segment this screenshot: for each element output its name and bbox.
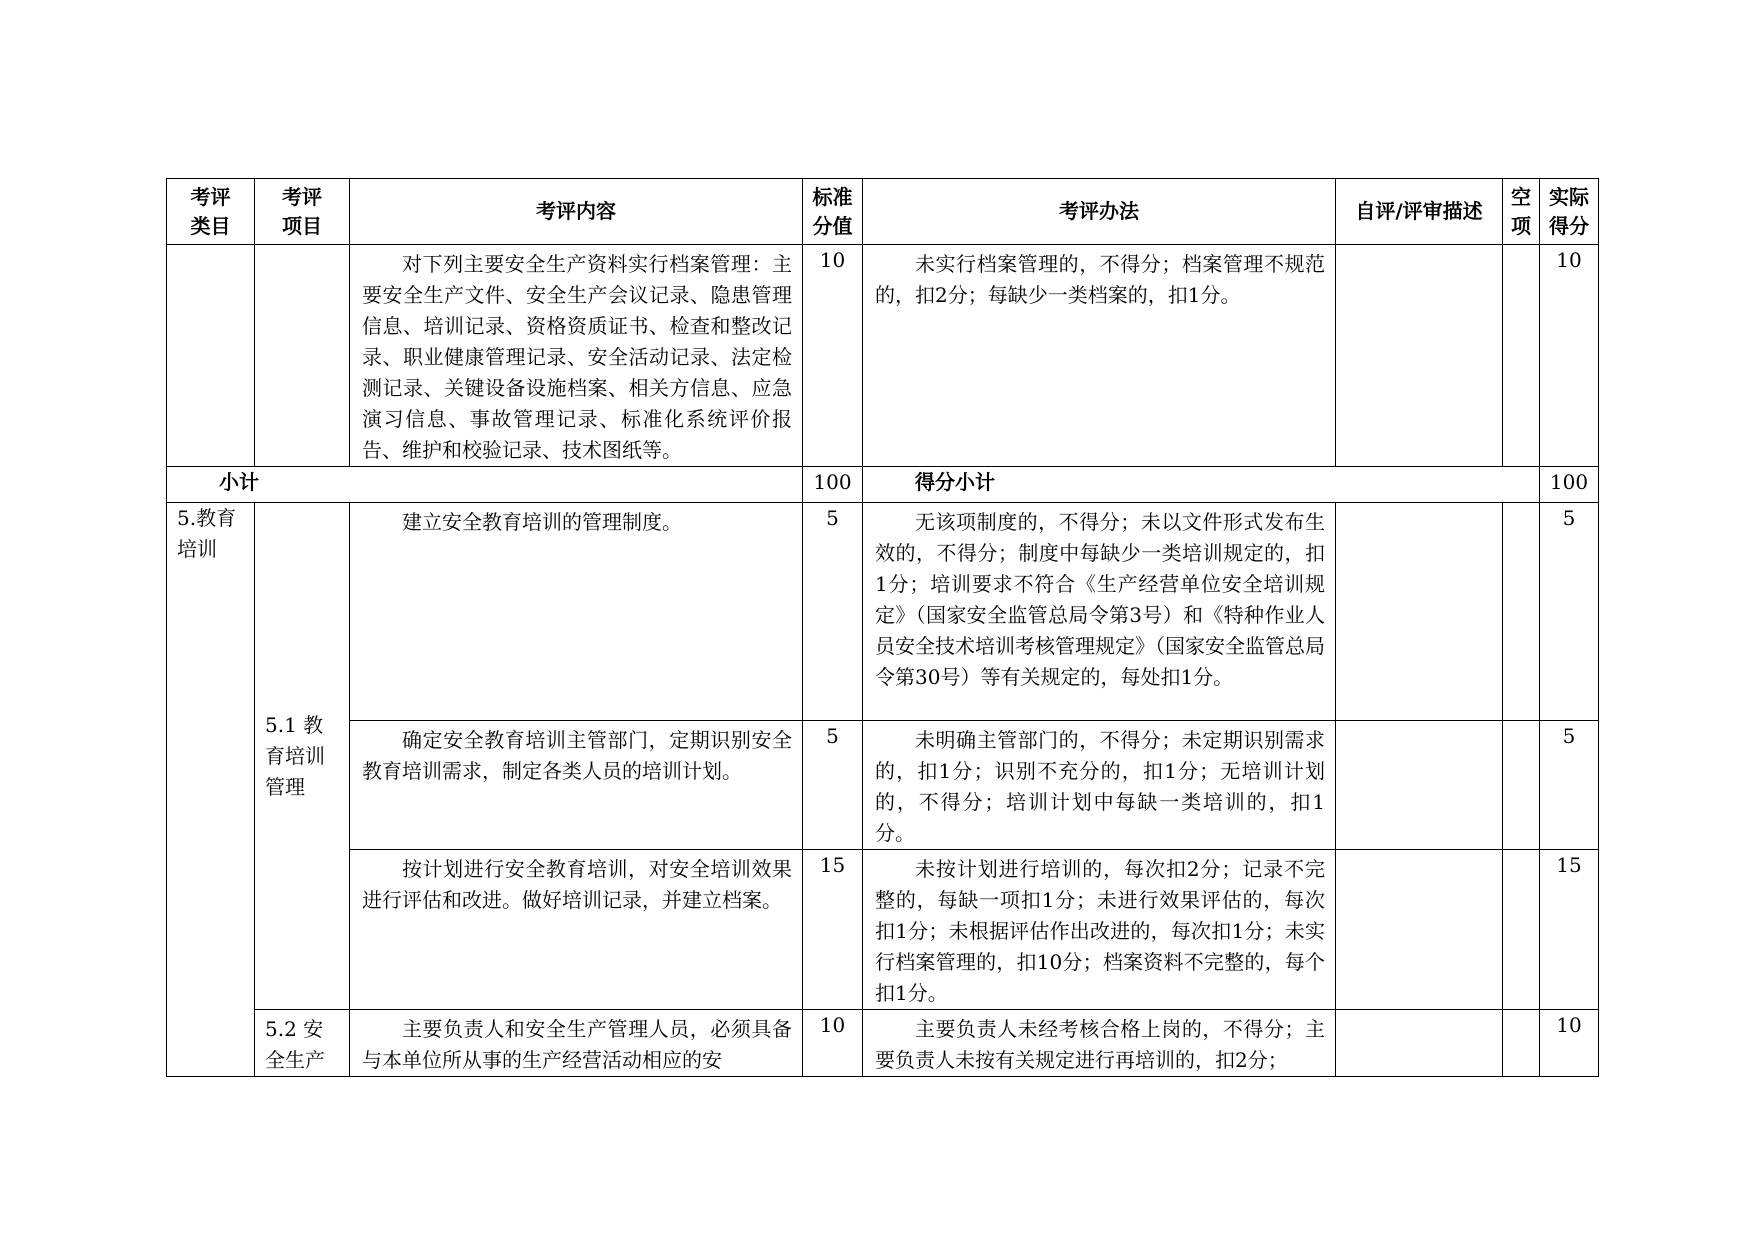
self-eval-cell (1336, 1010, 1503, 1077)
actual-cell: 10 (1540, 245, 1599, 467)
table-row (167, 1010, 1599, 1077)
self-eval-cell (1336, 850, 1503, 1010)
item-cell-5-2: 5.2 安全生产 (255, 1010, 350, 1077)
self-eval-cell (1336, 721, 1503, 850)
method-cell: 无该项制度的，不得分；未以文件形式发布生效的，不得分；制度中每缺少一类培训规定的，扣1分；培训要求不符合《生产经营单位安全培训规定》（国家安全监管总局令第3号）和《特种作业人员安全技术培训考核管理规定》（国家安全监管总局令第30号）等有关规定的，每处扣1分。 (863, 503, 1336, 721)
header-method: 考评办法 (863, 179, 1336, 245)
header-self-eval: 自评/评审描述 (1336, 179, 1503, 245)
table-row (167, 721, 1599, 850)
method-cell: 主要负责人未经考核合格上岗的，不得分；主要负责人未按有关规定进行再培训的，扣2分； (863, 1010, 1336, 1077)
score-cell: 10 (803, 245, 863, 467)
blank-cell (1503, 721, 1540, 850)
item-cell (255, 245, 350, 467)
subtotal-score-label: 得分小计 (863, 467, 1540, 503)
content-cell: 确定安全教育培训主管部门，定期识别安全教育培训需求，制定各类人员的培训计划。 (350, 721, 803, 850)
actual-cell: 5 (1540, 721, 1599, 850)
header-item: 考评 项目 (255, 179, 350, 245)
content-cell: 建立安全教育培训的管理制度。 (350, 503, 803, 721)
blank-cell (1503, 245, 1540, 467)
header-category: 考评 类目 (167, 179, 255, 245)
method-cell: 未实行档案管理的，不得分；档案管理不规范的，扣2分；每缺少一类档案的，扣1分。 (863, 245, 1336, 467)
actual-cell: 5 (1540, 503, 1599, 721)
content-cell: 主要负责人和安全生产管理人员，必须具备与本单位所从事的生产经营活动相应的安 (350, 1010, 803, 1077)
header-actual-score: 实际 得分 (1540, 179, 1599, 245)
category-cell (167, 245, 255, 467)
method-cell: 未明确主管部门的，不得分；未定期识别需求的，扣1分；识别不充分的，扣1分；无培训计划的，不得分；培训计划中每缺一类培训的，扣1分。 (863, 721, 1336, 850)
subtotal-label: 小计 (167, 467, 803, 503)
score-cell: 5 (803, 721, 863, 850)
header-standard-score: 标准 分值 (803, 179, 863, 245)
subtotal-row (167, 467, 1599, 503)
header-blank: 空 项 (1503, 179, 1540, 245)
actual-cell: 15 (1540, 850, 1599, 1010)
score-cell: 15 (803, 850, 863, 1010)
header-row (167, 179, 1599, 245)
table-row (167, 503, 1599, 721)
actual-cell: 10 (1540, 1010, 1599, 1077)
content-cell: 按计划进行安全教育培训，对安全培训效果进行评估和改进。做好培训记录，并建立档案。 (350, 850, 803, 1010)
blank-cell (1503, 503, 1540, 721)
table-row (167, 850, 1599, 1010)
table-row (167, 245, 1599, 467)
category-cell-education: 5.教育培训 (167, 503, 255, 1077)
score-cell: 5 (803, 503, 863, 721)
content-cell: 对下列主要安全生产资料实行档案管理：主要安全生产文件、安全生产会议记录、隐患管理信息、培训记录、资格资质证书、检查和整改记录、职业健康管理记录、安全活动记录、法定检测记录、关键设备设施档案、相关方信息、应急演习信息、事故管理记录、标准化系统评价报告、维护和校验记录、技术图纸等。 (350, 245, 803, 467)
evaluation-table (166, 178, 1599, 1077)
header-content: 考评内容 (350, 179, 803, 245)
self-eval-cell (1336, 503, 1503, 721)
blank-cell (1503, 1010, 1540, 1077)
subtotal-score: 100 (803, 467, 863, 503)
item-cell-5-1: 5.1 教育培训管理 (255, 503, 350, 1010)
self-eval-cell (1336, 245, 1503, 467)
blank-cell (1503, 850, 1540, 1010)
subtotal-actual: 100 (1540, 467, 1599, 503)
method-cell: 未按计划进行培训的，每次扣2分；记录不完整的，每缺一项扣1分；未进行效果评估的，每次扣1分；未根据评估作出改进的，每次扣1分；未实行档案管理的，扣10分；档案资料不完整的，每个扣1分。 (863, 850, 1336, 1010)
score-cell: 10 (803, 1010, 863, 1077)
